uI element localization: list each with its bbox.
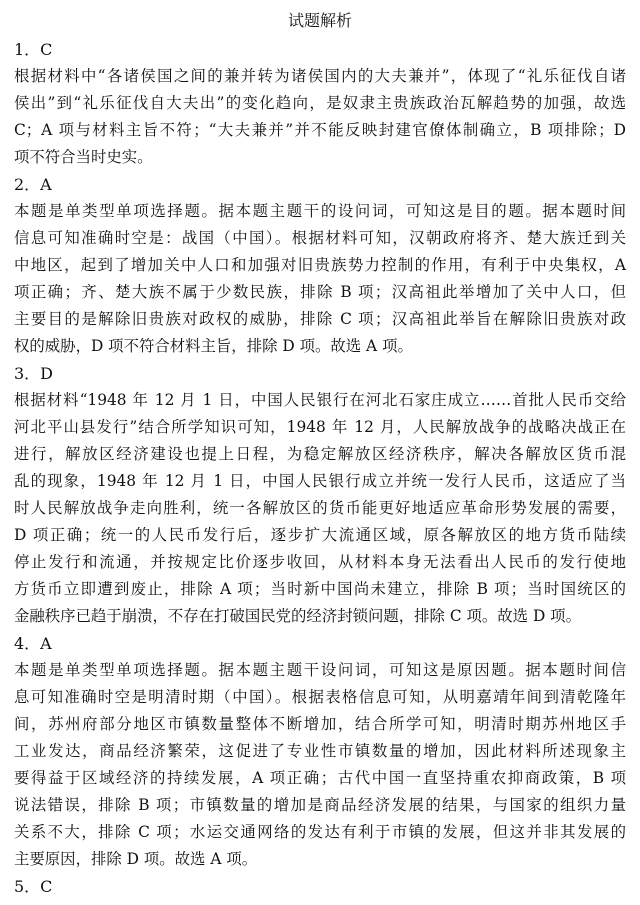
explanation-line: 主要原因，排除 D 项。故选 A 项。 [14, 850, 258, 868]
explanation-line: 权的威胁，D 项不符合材料主旨，排除 D 项。故选 A 项。 [14, 337, 413, 355]
explanation-line: 根据材料“1948 年 12 月 1 日，中国人民银行在河北石家庄成立……首批人民币交给 [14, 391, 626, 409]
answer-number: 4．A [14, 634, 52, 653]
explanation-paragraph [14, 657, 626, 873]
explanation-line: 侯出”到“礼乐征伐自大夫出”的变化趋向，是奴隶主贵族政治瓦解趋势的加强，故选 [14, 94, 626, 112]
explanation-line: 根据材料中“各诸侯国之间的兼并转为诸侯国内的大夫兼并”，体现了“礼乐征伐自诸 [14, 67, 626, 85]
answer-number: 1．C [14, 40, 53, 59]
explanation-line: 河北平山县发行”结合所学知识可知，1948 年 12 月，人民解放战争的战略决战正在 [14, 418, 626, 436]
explanation-line: 金融秩序已趋于崩溃，不存在打破国民党的经济封锁问题，排除 C 项。故选 D 项。 [14, 607, 581, 625]
explanation-line: 信息可知准确时空是：战国（中国）。根据材料可知，汉朝政府将齐、楚大族迁到关 [14, 229, 626, 247]
explanation-line: 息可知准确时空是明清时期（中国）。根据表格信息可知，从明嘉靖年间到清乾隆年 [14, 688, 626, 706]
explanation-line: 中地区，起到了增加关中人口和加强对旧贵族势力控制的作用，有利于中央集权，A [14, 256, 626, 274]
explanation-paragraph [14, 63, 626, 171]
explanation-line: 要得益于区域经济的持续发展，A 项正确；古代中国一直坚持重农抑商政策，B 项 [14, 769, 626, 787]
explanation-line: 项不符合当时史实。 [14, 148, 153, 166]
explanation-line: D 项正确；统一的人民币发行后，逐步扩大流通区域，原各解放区的地方货币陆续 [14, 526, 626, 544]
page-title: 试题解析 [287, 11, 352, 30]
explanation-line: 进行，解放区经济建设也提上日程，为稳定解放区经济秩序，解决各解放区货币混 [14, 445, 626, 463]
answer-number: 2．A [14, 175, 52, 194]
explanation-line: C；A 项与材料主旨不符；“大夫兼并”并不能反映封建官僚体制确立，B 项排除；D [14, 121, 626, 139]
explanation-paragraph [14, 387, 626, 630]
explanation-line: 时人民解放战争走向胜利，统一各解放区的货币能更好地适应革命形势发展的需要， [14, 499, 626, 517]
explanation-line: 停止发行和流通，并按规定比价逐步收回，从材料本身无法看出人民币的发行使地 [14, 553, 626, 571]
answer-list [14, 36, 626, 900]
explanation-paragraph [14, 198, 626, 360]
explanation-line: 本题是单类型单项选择题。据本题主题干的设问词，可知这是目的题。据本题时间 [14, 202, 626, 220]
explanation-line: 工业发达，商品经济繁荣，这促进了专业性市镇数量的增加，因此材料所述现象主 [14, 742, 626, 760]
explanation-line: 乱的现象，1948 年 12 月 1 日，中国人民银行成立并统一发行人民币，这适应了当 [14, 472, 626, 490]
answer-number: 3．D [14, 364, 54, 383]
explanation-line: 间，苏州府部分地区市镇数量整体不断增加，结合所学可知，明清时期苏州地区手 [14, 715, 626, 733]
explanation-line: 方货币立即遭到废止，排除 A 项；当时新中国尚未建立，排除 B 项；当时国统区的 [14, 580, 626, 598]
explanation-line: 主要目的是解除旧贵族对政权的威胁，排除 C 项；汉高祖此举旨在解除旧贵族对政 [14, 310, 626, 328]
explanation-line: 项正确；齐、楚大族不属于少数民族，排除 B 项；汉高祖此举增加了关中人口，但 [14, 283, 626, 301]
answer-number: 5．C [14, 877, 53, 896]
explanation-line: 本题是单类型单项选择题。据本题主题干设问词，可知这是原因题。据本题时间信 [14, 661, 626, 679]
explanation-line: 说法错误，排除 B 项；市镇数量的增加是商品经济发展的结果，与国家的组织力量 [14, 796, 626, 814]
explanation-line: 关系不大，排除 C 项；水运交通网络的发达有利于市镇的发展，但这并非其发展的 [14, 823, 626, 841]
